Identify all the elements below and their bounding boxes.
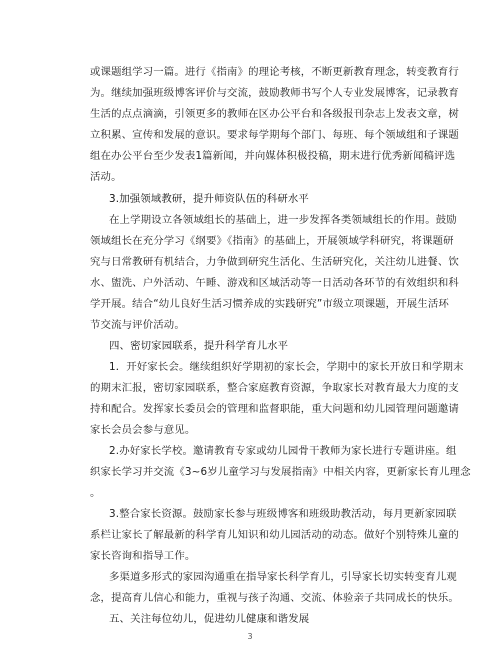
paragraph-line: 究与日常教研有机结合，力争做到研究生活化、生活研究化，关注幼儿进餐、饮 bbox=[90, 256, 459, 268]
paragraph-line: 生活的点点滴滴，引领更多的教师在区办公平台和各级报刊杂志上发表文章，树 bbox=[90, 108, 459, 120]
paragraph-line: 念，提高育儿信心和能力，重视与孩子沟通、交流、体验亲子共同成长的快乐。 bbox=[90, 592, 459, 604]
paragraph-line: 水、盥洗、户外活动、午睡、游戏和区域活动等一日活动各环节的有效组织和科 bbox=[90, 277, 459, 289]
paragraph-line: 活动。 bbox=[90, 171, 122, 183]
paragraph-line: 为。继续加强班级博客评价与交流，鼓励教师书写个人专业发展博客，记录教育 bbox=[90, 87, 459, 99]
paragraph-line: 1．开好家长会。继续组织好学期初的家长会，学期中的家长开放日和学期末 bbox=[109, 361, 464, 373]
paragraph-line: 多渠道多形式的家园沟通重在指导家长科学育儿，引导家长切实转变育儿观 bbox=[109, 571, 457, 583]
paragraph-line: 织家长学习并交流《3~6岁儿童学习与发展指南》中相关内容，更新家长育儿理念 bbox=[90, 466, 471, 478]
section-heading: 3.加强领域教研，提升师资队伍的科研水平 bbox=[109, 193, 309, 205]
paragraph-line: 持和配合。发挥家长委员会的管理和监督职能，重大问题和幼儿园管理问题邀请 bbox=[90, 403, 459, 415]
paragraph-line: 立积累、宣传和发展的意识。要求每学期每个部门、每班、每个领域组和子课题 bbox=[90, 129, 459, 141]
paragraph-line: 家长会员会参与意见。 bbox=[90, 424, 196, 436]
paragraph-line: 2.办好家长学校。邀请教育专家或幼儿园骨干教师为家长进行专题讲座。组 bbox=[109, 445, 457, 457]
section-heading: 五、关注每位幼儿，促进幼儿健康和谐发展 bbox=[109, 613, 310, 625]
paragraph-line: 家长咨询和指导工作。 bbox=[90, 550, 196, 562]
paragraph-line: 学开展。结合“幼儿良好生活习惯养成的实践研究”市级立项课题，开展生活环 bbox=[90, 298, 449, 310]
page-number: 3 bbox=[247, 632, 253, 641]
paragraph-line: 节交流与评价活动。 bbox=[90, 319, 185, 331]
paragraph-line: 或课题组学习一篇。进行《指南》的理论考核，不断更新教育理念，转变教育行 bbox=[90, 66, 459, 78]
paragraph-line: 领域组长在充分学习《纲要》《指南》的基础上，开展领域学科研究，将课题研 bbox=[90, 235, 454, 247]
paragraph-line: 在上学期设立各领域组长的基础上，进一步发挥各类领域组长的作用。鼓励 bbox=[109, 214, 457, 226]
paragraph-line: 组在办公平台至少发表1篇新闻，并向媒体积极投稿，期末进行优秀新闻稿评选 bbox=[90, 150, 456, 162]
paragraph-line: 。 bbox=[90, 487, 101, 499]
paragraph-line: 系栏让家长了解最新的科学育儿知识和幼儿园活动的动态。做好个别特殊儿童的 bbox=[90, 529, 459, 541]
section-heading: 四、密切家园联系，提升科学育儿水平 bbox=[109, 340, 289, 352]
paragraph-line: 的期末汇报，密切家园联系，整合家庭教育资源，争取家长对教育最大力度的支 bbox=[90, 382, 459, 394]
paragraph-line: 3.整合家长资源。鼓励家长参与班级博客和班级助教活动，每月更新家园联 bbox=[109, 508, 457, 520]
